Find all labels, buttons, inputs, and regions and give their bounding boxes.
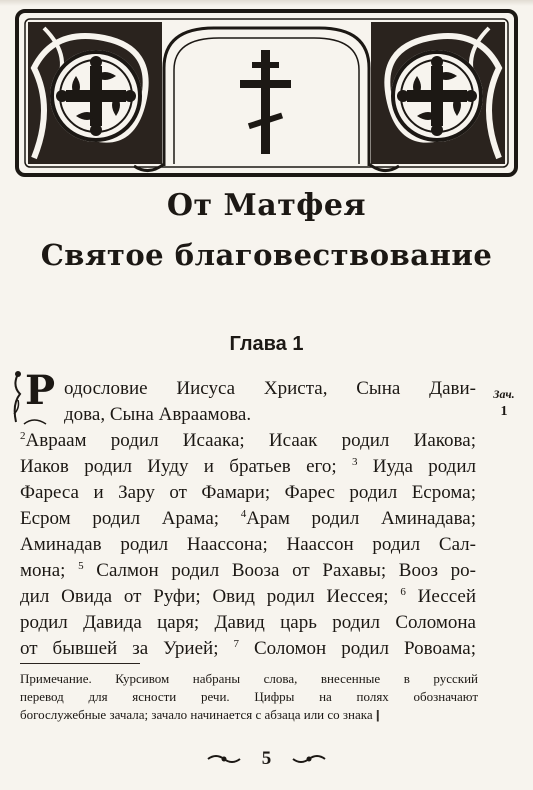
footnote-line: Примечание. Курсивом набраны слова, внесенные в русский: [20, 671, 478, 686]
footnote: [20, 670, 478, 724]
page-number: 5: [261, 748, 272, 769]
verse-number: 4: [240, 508, 247, 520]
book-subtitle: Святое благовествование: [40, 238, 493, 272]
chapter-heading: Глава 1: [229, 333, 304, 355]
book-title: От Матфея: [166, 188, 367, 223]
text-line: дил Овида от Руфи; Овид родил Иессея; $^6$ Иессей: [20, 586, 476, 607]
text-line: дова, Сына Авраамова.: [64, 404, 252, 425]
text-line: мона; $^5$ Салмон родил Вооза от Рахавы; Вооз ро-: [20, 560, 476, 581]
verse-number: 3: [351, 456, 358, 468]
zachalo-margin-note: [484, 386, 524, 420]
scripture-text: [20, 376, 476, 662]
text-line: от бывшей за Урией; $^7$ Соломон родил Ровоама;: [20, 638, 476, 659]
verse-number: 2: [20, 430, 26, 442]
footnote-divider: [20, 663, 140, 664]
footnote-line: перевод для ясности речи. Цифры на полях обозначают: [20, 689, 478, 704]
text-line: родил Давида царя; Давид царь родил Соломона: [20, 612, 476, 633]
fleuron-icon: [291, 753, 327, 765]
page-edge: [0, 0, 533, 6]
zachalo-label: Зач.: [493, 387, 515, 401]
text-line: Фареса и Зару от Фамари; Фарес родил Есрома;: [20, 482, 476, 503]
text-line: Есром родил Арама; $^4$Арам родил Аминадава;: [20, 508, 476, 529]
text-line: Аминадав родил Наассона; Наассон родил Сал-: [20, 534, 476, 555]
zachalo-mark: ||: [375, 707, 378, 722]
text-line: $^2$Авраам родил Исаака; Исаак родил Иакова;: [20, 430, 476, 451]
footnote-line: богослужебные зачала; зачало начинается с абзаца или со знака ||: [20, 707, 378, 722]
verse-number: 7: [233, 638, 239, 650]
ornamental-headpiece-icon: [14, 8, 519, 178]
verse-number: 5: [78, 560, 84, 572]
verse-number: 6: [400, 586, 406, 598]
text-line: Иаков родил Иуду и братьев его; $^3$ Иуда родил: [20, 456, 476, 477]
zachalo-number: 1: [500, 404, 508, 419]
text-line: одословие Иисуса Христа, Сына Дави-: [64, 378, 476, 399]
dropcap-letter: Р: [24, 367, 56, 414]
